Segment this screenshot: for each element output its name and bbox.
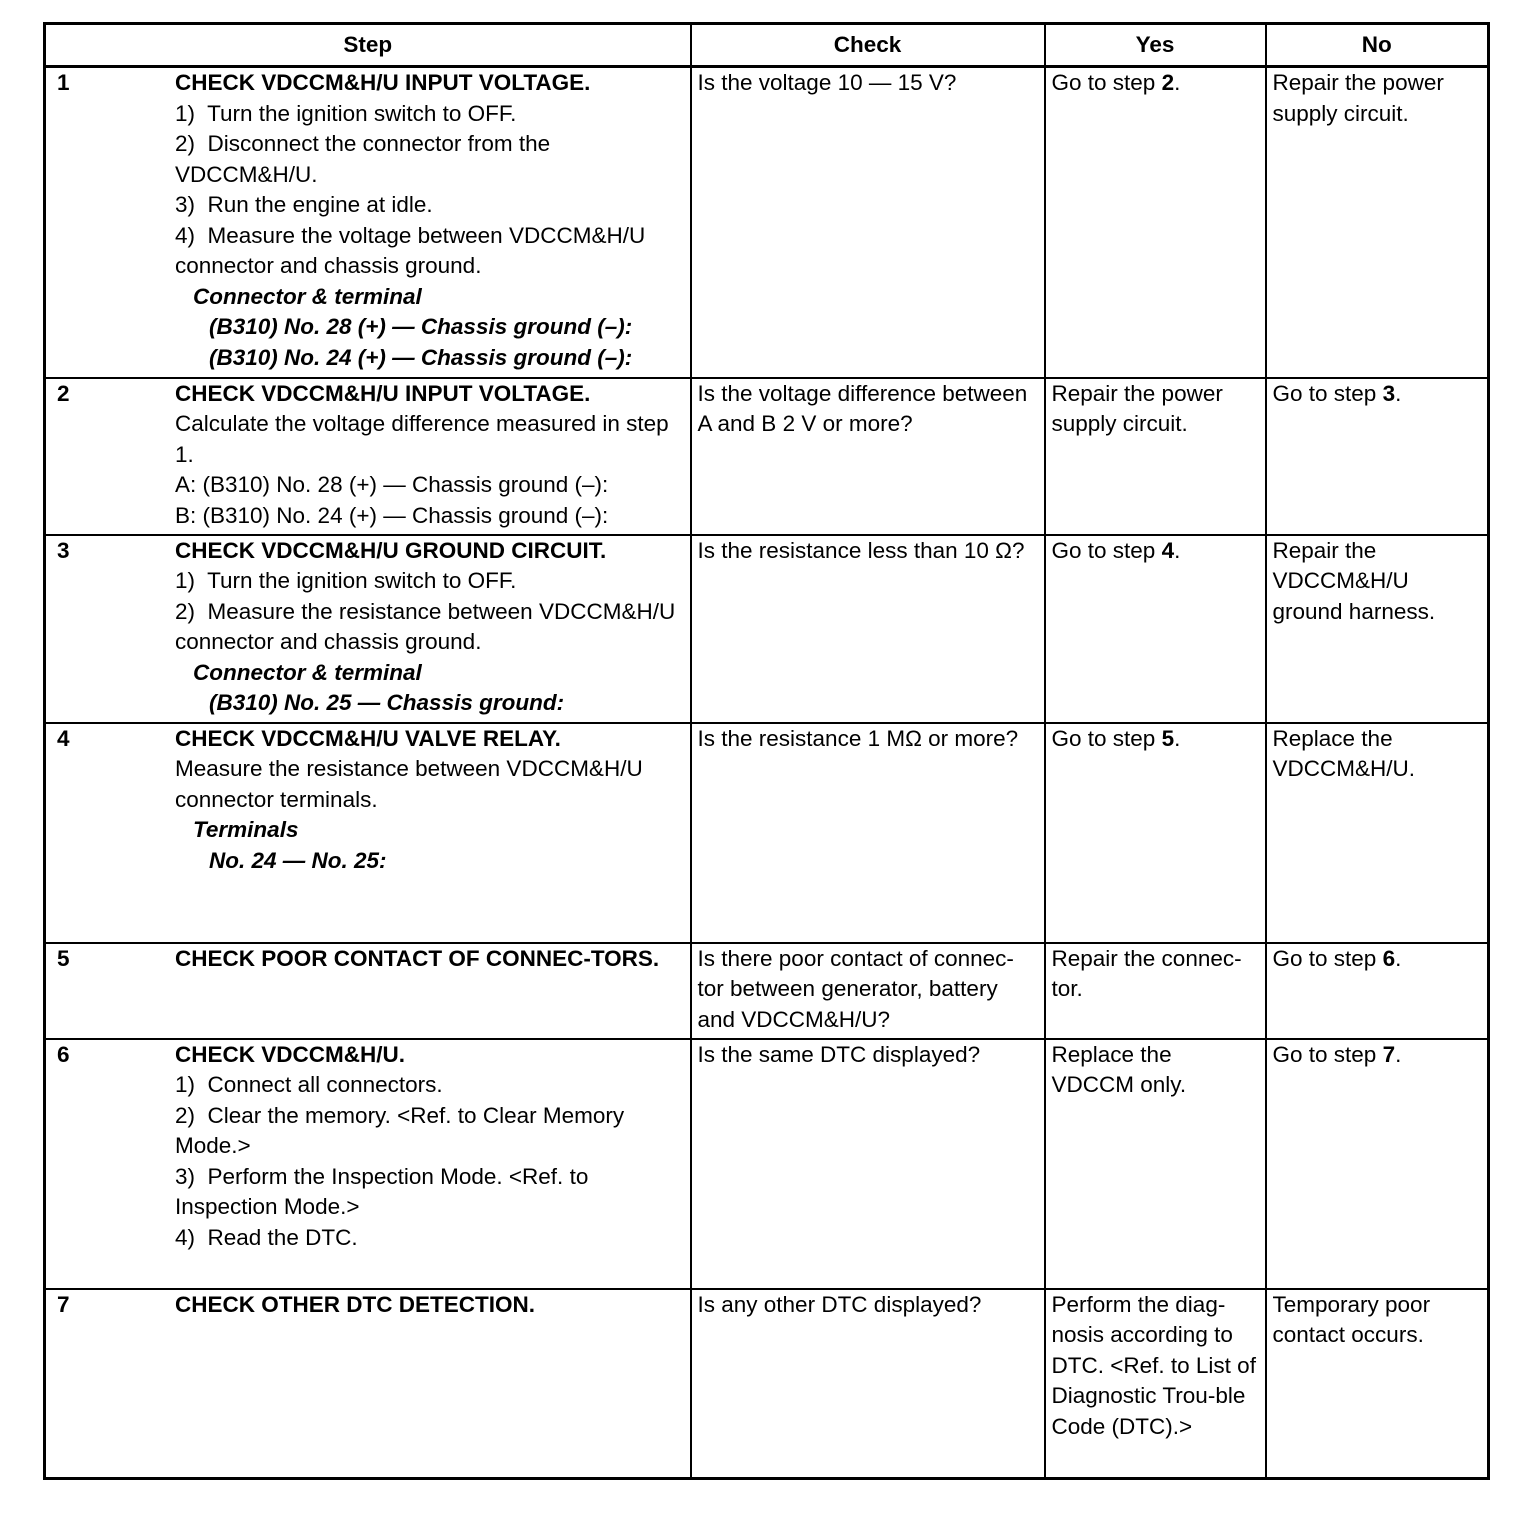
no-cell bbox=[1266, 378, 1489, 535]
step-title: CHECK VDCCM&H/U VALVE RELAY. bbox=[175, 725, 561, 751]
yes-cell bbox=[1045, 535, 1266, 723]
step-line: 4) Measure the voltage between VDCCM&H/U connector and chassis ground. bbox=[175, 222, 652, 278]
diagnostic-table bbox=[43, 22, 1490, 1480]
table-row bbox=[45, 943, 1489, 1039]
step-line: 2) Disconnect the connector from the VDCCM&H/U. bbox=[175, 131, 557, 187]
step-cell bbox=[45, 723, 691, 943]
step-cell bbox=[45, 67, 691, 378]
step-line: 3) Run the engine at idle. bbox=[175, 192, 433, 217]
no-cell-text: Repair the power supply circuit. bbox=[1272, 70, 1444, 126]
step-line: Calculate the voltage difference measured in step 1. bbox=[175, 411, 675, 467]
step-line: 4) Read the DTC. bbox=[175, 1224, 358, 1250]
no-cell-text: Temporary poor contact occurs. bbox=[1272, 1291, 1431, 1347]
step-number: 1 bbox=[57, 70, 70, 95]
step-number: 5 bbox=[57, 945, 70, 971]
table-row bbox=[45, 723, 1489, 943]
step-number: 4 bbox=[57, 725, 70, 751]
terminal-value: (B310) No. 28 (+) — Chassis ground (–): bbox=[209, 314, 633, 339]
step-number: 7 bbox=[57, 1291, 70, 1317]
step-wrap bbox=[52, 724, 684, 877]
terminal-value: (B310) No. 24 (+) — Chassis ground (–): bbox=[209, 344, 633, 370]
yes-cell bbox=[1045, 67, 1266, 378]
step-cell bbox=[45, 378, 691, 535]
terminal-label: Terminals bbox=[193, 817, 299, 842]
yes-cell-end: . bbox=[1174, 70, 1181, 95]
check-cell: Is the same DTC displayed? bbox=[691, 1039, 1045, 1289]
check-cell: Is there poor contact of connec-tor between generator, battery and VDCCM&H/U? bbox=[691, 943, 1045, 1039]
no-cell-end: . bbox=[1395, 1041, 1402, 1067]
step-cell bbox=[45, 1289, 691, 1479]
step-wrap bbox=[52, 379, 684, 532]
header-check: Check bbox=[691, 24, 1045, 67]
no-cell-text: Go to step bbox=[1272, 945, 1383, 971]
table-row bbox=[45, 1039, 1489, 1289]
no-cell-text: Repair the VDCCM&H/U ground harness. bbox=[1272, 537, 1436, 624]
step-line: 2) Measure the resistance between VDCCM&H/U connector and chassis ground. bbox=[175, 598, 682, 654]
step-wrap bbox=[52, 68, 684, 373]
step-line: A: (B310) No. 28 (+) — Chassis ground (–): bbox=[175, 472, 609, 497]
no-cell bbox=[1266, 1289, 1489, 1479]
check-cell: Is the resistance 1 MΩ or more? bbox=[691, 723, 1045, 943]
terminal-value: No. 24 — No. 25: bbox=[209, 847, 387, 873]
yes-cell-text: Repair the power supply circuit. bbox=[1051, 380, 1223, 436]
step-title: CHECK VDCCM&H/U. bbox=[175, 1041, 405, 1067]
step-number: 2 bbox=[57, 380, 70, 406]
step-title: CHECK POOR CONTACT OF CONNEC-TORS. bbox=[175, 945, 660, 971]
yes-cell-text: Replace the VDCCM only. bbox=[1051, 1041, 1187, 1097]
step-title: CHECK VDCCM&H/U INPUT VOLTAGE. bbox=[175, 380, 591, 406]
step-body bbox=[175, 1290, 684, 1321]
no-cell-step-number: 6 bbox=[1382, 945, 1396, 971]
header-yes: Yes bbox=[1045, 24, 1266, 67]
no-cell-end: . bbox=[1395, 380, 1402, 406]
table-row bbox=[45, 535, 1489, 723]
step-wrap bbox=[52, 536, 684, 719]
yes-cell-step-number: 2 bbox=[1161, 70, 1175, 95]
yes-cell-text: Repair the connec-tor. bbox=[1051, 945, 1242, 1001]
no-cell bbox=[1266, 535, 1489, 723]
no-cell bbox=[1266, 1039, 1489, 1289]
step-body bbox=[175, 68, 684, 373]
no-cell-text: Go to step bbox=[1272, 1041, 1383, 1067]
step-body bbox=[175, 1040, 684, 1254]
step-number: 6 bbox=[57, 1041, 70, 1067]
terminal-label: Connector & terminal bbox=[193, 659, 422, 685]
step-title: CHECK VDCCM&H/U GROUND CIRCUIT. bbox=[175, 537, 607, 563]
table-row bbox=[45, 1289, 1489, 1479]
step-line: 2) Clear the memory. <Ref. to Clear Memory Mode.> bbox=[175, 1102, 631, 1158]
check-cell: Is any other DTC displayed? bbox=[691, 1289, 1045, 1479]
step-cell bbox=[45, 1039, 691, 1289]
no-cell-step-number: 7 bbox=[1382, 1041, 1396, 1067]
yes-cell-text: Go to step bbox=[1051, 70, 1162, 95]
yes-cell-step-number: 4 bbox=[1161, 537, 1175, 563]
no-cell-end: . bbox=[1395, 945, 1402, 971]
yes-cell-text: Perform the diag-nosis according to DTC. <Ref. to List of Diagnostic Trou-ble Code (DTC).> bbox=[1051, 1291, 1256, 1439]
step-body bbox=[175, 536, 684, 719]
no-cell bbox=[1266, 723, 1489, 943]
step-line: 1) Connect all connectors. bbox=[175, 1072, 443, 1097]
no-cell bbox=[1266, 67, 1489, 378]
step-body bbox=[175, 379, 684, 532]
header-row bbox=[45, 24, 1489, 67]
yes-cell-step-number: 5 bbox=[1161, 725, 1175, 751]
yes-cell-end: . bbox=[1174, 725, 1181, 751]
table-row bbox=[45, 378, 1489, 535]
no-cell-step-number: 3 bbox=[1382, 380, 1396, 406]
step-wrap bbox=[52, 1040, 684, 1254]
yes-cell-text: Go to step bbox=[1051, 537, 1162, 563]
no-cell bbox=[1266, 943, 1489, 1039]
step-cell bbox=[45, 535, 691, 723]
check-cell: Is the voltage 10 — 15 V? bbox=[691, 67, 1045, 378]
terminal-label: Connector & terminal bbox=[193, 283, 422, 309]
step-line: 3) Perform the Inspection Mode. <Ref. to Inspection Mode.> bbox=[175, 1163, 595, 1219]
yes-cell bbox=[1045, 378, 1266, 535]
step-title: CHECK OTHER DTC DETECTION. bbox=[175, 1291, 535, 1317]
header-step: Step bbox=[343, 31, 393, 57]
yes-cell bbox=[1045, 1289, 1266, 1479]
yes-cell-text: Go to step bbox=[1051, 725, 1162, 751]
step-line: Measure the resistance between VDCCM&H/U connector terminals. bbox=[175, 756, 649, 812]
step-body bbox=[175, 944, 684, 975]
step-cell bbox=[45, 943, 691, 1039]
yes-cell bbox=[1045, 1039, 1266, 1289]
step-number: 3 bbox=[57, 537, 70, 563]
check-cell: Is the voltage difference between A and B 2 V or more? bbox=[691, 378, 1045, 535]
step-wrap bbox=[52, 944, 684, 975]
terminal-value: (B310) No. 25 — Chassis ground: bbox=[209, 690, 565, 715]
step-wrap bbox=[52, 1290, 684, 1321]
step-body bbox=[175, 724, 684, 877]
yes-cell bbox=[1045, 723, 1266, 943]
no-cell-text: Replace the VDCCM&H/U. bbox=[1272, 725, 1416, 781]
table-row bbox=[45, 67, 1489, 378]
step-title: CHECK VDCCM&H/U INPUT VOLTAGE. bbox=[175, 70, 591, 95]
step-line: 1) Turn the ignition switch to OFF. bbox=[175, 568, 517, 593]
step-line: B: (B310) No. 24 (+) — Chassis ground (–): bbox=[175, 502, 609, 528]
yes-cell bbox=[1045, 943, 1266, 1039]
step-line: 1) Turn the ignition switch to OFF. bbox=[175, 100, 517, 126]
check-cell: Is the resistance less than 10 Ω? bbox=[691, 535, 1045, 723]
header-no: No bbox=[1266, 24, 1489, 67]
yes-cell-end: . bbox=[1174, 537, 1181, 563]
no-cell-text: Go to step bbox=[1272, 380, 1383, 406]
